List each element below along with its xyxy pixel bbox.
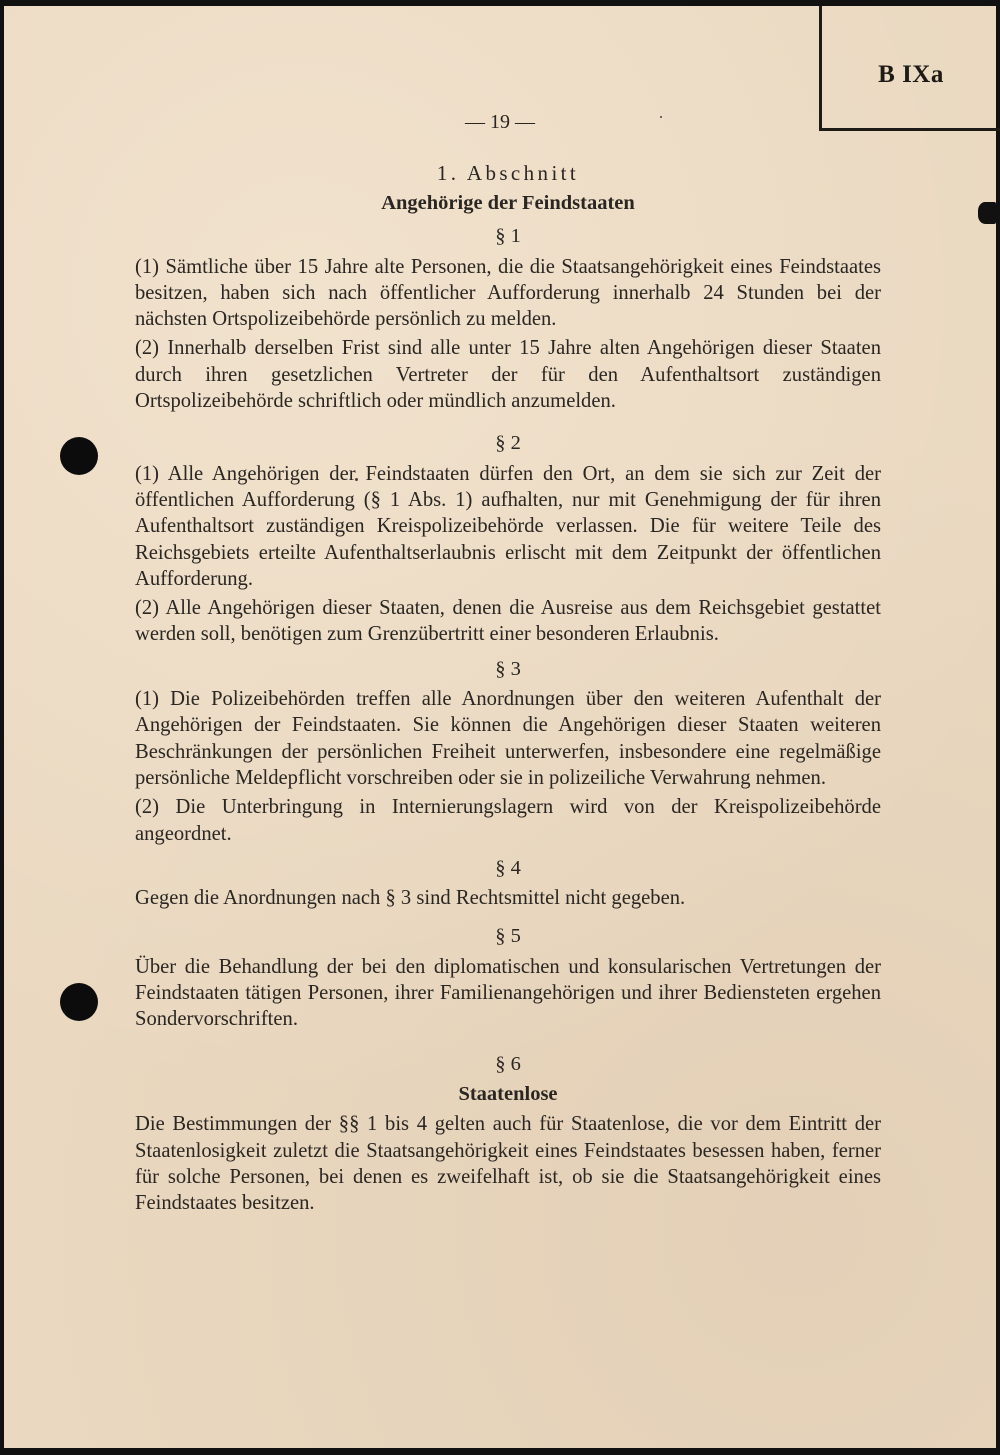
- punch-hole-lower: [60, 983, 98, 1021]
- paragraph-heading: § 4: [495, 856, 521, 879]
- clause-text: (1) Alle Angehörigen der Feindstaaten dürfen den Ort, an dem sie sich zur Zeit der öffentlichen Aufforderung (§ 1 Abs. 1) aufhalten, nur mit Genehmigung der für ihren Aufenthaltsort zuständigen Kreispolizeibehörde verlassen. Die für weitere Teile des Reichsgebiets erteilte Aufenthaltserlaubnis erlischt mit dem Zeitpunkt der öffentlichen Aufforderung.: [135, 462, 881, 590]
- clause-text: Die Bestimmungen der §§ 1 bis 4 gelten auch für Staatenlose, die vor dem Eintritt der Staatenlosigkeit zuletzt die Staatsangehörigkeit eines Feindstaates besessen haben, ferner für solche Personen, bei denen es zweifelhaft ist, ob sie die Staatsangehörigkeit eines Feindstaates besitzen.: [135, 1113, 881, 1215]
- archive-stamp-label: B IXa: [878, 61, 944, 88]
- paragraph-2: [135, 430, 881, 647]
- punch-hole-upper: [60, 437, 98, 475]
- paragraph-6: [135, 1051, 881, 1217]
- paragraph-3: [135, 656, 881, 847]
- paragraph-1: [135, 223, 881, 414]
- clause-text: (2) Die Unterbringung in Internierungslagern wird von der Kreispolizeibehörde angeordnet.: [135, 796, 881, 845]
- paragraph-4: [135, 855, 881, 912]
- clause-text: (1) Die Polizeibehörden treffen alle Anordnungen über den weiteren Aufenthalt der Angehörigen der Feindstaaten. Sie können die Angehörigen dieser Staaten weiteren Beschränkungen der persönlichen Freiheit unterwerfen, insbesondere eine regelmäßige persönliche Meldepflicht vorschreiben oder sie in polizeiliche Verwahrung nehmen.: [135, 688, 881, 789]
- paragraph-heading: § 1: [495, 225, 521, 248]
- paragraph-heading: § 6: [495, 1052, 521, 1075]
- clause-text: (1) Sämtliche über 15 Jahre alte Personen, die die Staatsangehörigkeit eines Feindstaates besitzen, haben sich nach öffentlicher Aufforderung innerhalb 24 Stunden bei der nächsten Ortspolizeibehörde persönlich zu melden.: [135, 255, 881, 331]
- paragraph-5: [135, 923, 881, 1032]
- edge-tab-mark: [978, 202, 996, 224]
- paragraph-heading: § 5: [495, 925, 521, 948]
- section-subtitle: Angehörige der Feindstaaten: [381, 192, 635, 214]
- clause-text: Gegen die Anordnungen nach § 3 sind Rechtsmittel nicht gegeben.: [135, 887, 686, 910]
- clause-text: Über die Behandlung der bei den diplomatischen und konsularischen Vertretungen der Feindstaaten tätigen Personen, ihrer Familienangehörigen und ihrer Bediensteten ergehen Sondervorschriften.: [135, 955, 881, 1031]
- document-body: [135, 160, 881, 1219]
- section-title: 1. Abschnitt: [436, 161, 580, 185]
- paragraph-title: Staatenlose: [458, 1082, 558, 1105]
- page-number: — 19 —: [465, 111, 535, 133]
- clause-text: (2) Innerhalb derselben Frist sind alle unter 15 Jahre alten Angehörigen dieser Staaten durch ihren gesetzlichen Vertreter der für den Aufenthaltsort zuständigen Ortspolizeibehörde schriftlich oder mündlich anzumelden.: [135, 337, 881, 413]
- clause-text: (2) Alle Angehörigen dieser Staaten, denen die Ausreise aus dem Reichsgebiet gestattet werden soll, benötigen zum Grenzübertritt einer besonderen Erlaubnis.: [135, 597, 881, 646]
- paragraph-heading: § 3: [495, 657, 521, 680]
- paragraph-heading: § 2: [495, 432, 521, 455]
